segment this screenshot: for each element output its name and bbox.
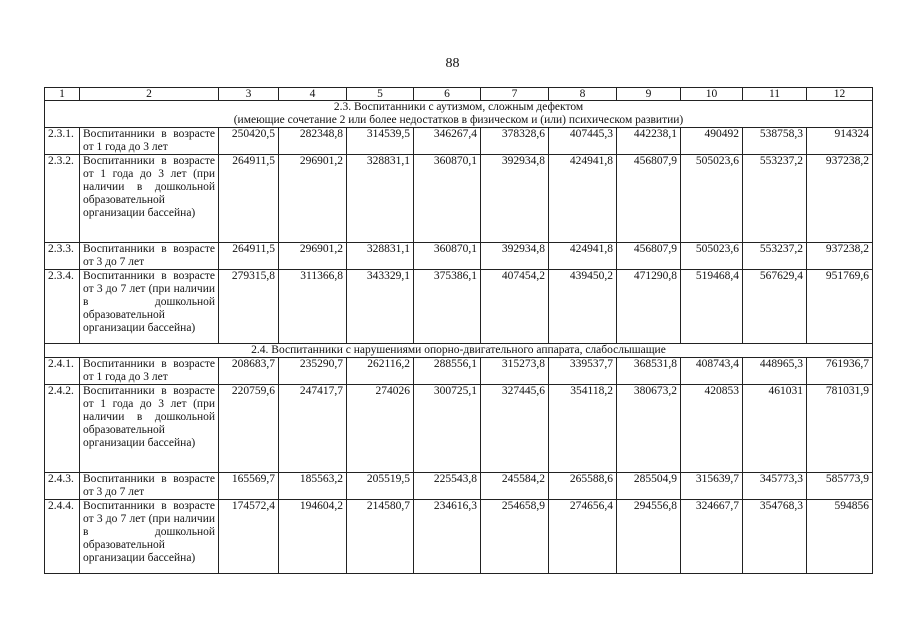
value-cell: 225543,8 xyxy=(414,473,481,500)
table-row xyxy=(45,128,873,155)
value-cell: 354118,2 xyxy=(549,385,617,473)
value-cell: 951769,6 xyxy=(807,270,873,344)
section-title-line: 2.4. Воспитанники с нарушениями опорно-двигательного аппарата, слабослышащие xyxy=(251,344,666,356)
value-cell: 254658,9 xyxy=(481,500,549,574)
value-cell: 937238,2 xyxy=(807,155,873,243)
value-cell: 174572,4 xyxy=(219,500,279,574)
value-cell: 214580,7 xyxy=(347,500,414,574)
value-cell: 439450,2 xyxy=(549,270,617,344)
value-cell: 234616,3 xyxy=(414,500,481,574)
value-cell: 490492 xyxy=(681,128,743,155)
value-cell: 346267,4 xyxy=(414,128,481,155)
column-number-row xyxy=(45,88,873,101)
value-cell: 448965,3 xyxy=(743,358,807,385)
value-cell: 408743,4 xyxy=(681,358,743,385)
row-code: 2.3.4. xyxy=(45,270,80,344)
value-cell: 380673,2 xyxy=(617,385,681,473)
table-row xyxy=(45,500,873,574)
value-cell: 937238,2 xyxy=(807,243,873,270)
row-name: Воспитанники в возрасте от 1 года до 3 лет (при наличии в дошкольной образовательной организации бассейна) xyxy=(80,155,219,243)
value-cell: 288556,1 xyxy=(414,358,481,385)
value-cell: 165569,7 xyxy=(219,473,279,500)
value-cell: 208683,7 xyxy=(219,358,279,385)
value-cell: 220759,6 xyxy=(219,385,279,473)
column-number-header: 2 xyxy=(80,88,219,101)
column-number-header: 12 xyxy=(807,88,873,101)
value-cell: 343329,1 xyxy=(347,270,414,344)
value-cell: 205519,5 xyxy=(347,473,414,500)
table-row xyxy=(45,243,873,270)
column-number-header: 11 xyxy=(743,88,807,101)
column-number-header: 10 xyxy=(681,88,743,101)
row-name: Воспитанники в возрасте от 1 года до 3 лет (при наличии в дошкольной образовательной организации бассейна) xyxy=(80,385,219,473)
table-row xyxy=(45,358,873,385)
value-cell: 315273,8 xyxy=(481,358,549,385)
value-cell: 461031 xyxy=(743,385,807,473)
column-number-header: 7 xyxy=(481,88,549,101)
page-number: 88 xyxy=(445,56,460,71)
value-cell: 194604,2 xyxy=(279,500,347,574)
value-cell: 407454,2 xyxy=(481,270,549,344)
column-number-header: 3 xyxy=(219,88,279,101)
value-cell: 264911,5 xyxy=(219,155,279,243)
section-header-row xyxy=(45,101,873,128)
value-cell: 505023,6 xyxy=(681,155,743,243)
value-cell: 420853 xyxy=(681,385,743,473)
section-title xyxy=(45,344,873,358)
section-title-line: 2.3. Воспитанники с аутизмом, сложным дефектом xyxy=(333,101,584,113)
value-cell: 442238,1 xyxy=(617,128,681,155)
value-cell: 360870,1 xyxy=(414,243,481,270)
row-name: Воспитанники в возрасте от 3 до 7 лет xyxy=(80,243,219,270)
row-code: 2.4.3. xyxy=(45,473,80,500)
table-row xyxy=(45,385,873,473)
value-cell: 914324 xyxy=(807,128,873,155)
value-cell: 354768,3 xyxy=(743,500,807,574)
value-cell: 505023,6 xyxy=(681,243,743,270)
value-cell: 392934,8 xyxy=(481,243,549,270)
value-cell: 324667,7 xyxy=(681,500,743,574)
row-name: Воспитанники в возрасте от 3 до 7 лет xyxy=(80,473,219,500)
row-name: Воспитанники в возрасте от 3 до 7 лет (при наличии в дошкольной образовательной организации бассейна) xyxy=(80,500,219,574)
value-cell: 327445,6 xyxy=(481,385,549,473)
column-number-header: 8 xyxy=(549,88,617,101)
value-cell: 265588,6 xyxy=(549,473,617,500)
value-cell: 392934,8 xyxy=(481,155,549,243)
value-cell: 185563,2 xyxy=(279,473,347,500)
value-cell: 235290,7 xyxy=(279,358,347,385)
section-title xyxy=(45,101,873,128)
value-cell: 594856 xyxy=(807,500,873,574)
section-header-row xyxy=(45,344,873,358)
value-cell: 247417,7 xyxy=(279,385,347,473)
table-header xyxy=(45,88,873,101)
value-cell: 285504,9 xyxy=(617,473,681,500)
value-cell: 378328,6 xyxy=(481,128,549,155)
row-name: Воспитанники в возрасте от 1 года до 3 лет xyxy=(80,128,219,155)
value-cell: 456807,9 xyxy=(617,155,681,243)
value-cell: 471290,8 xyxy=(617,270,681,344)
value-cell: 311366,8 xyxy=(279,270,347,344)
value-cell: 345773,3 xyxy=(743,473,807,500)
table-body xyxy=(45,101,873,574)
value-cell: 519468,4 xyxy=(681,270,743,344)
value-cell: 315639,7 xyxy=(681,473,743,500)
value-cell: 567629,4 xyxy=(743,270,807,344)
row-code: 2.4.4. xyxy=(45,500,80,574)
tariff-table xyxy=(44,87,873,574)
value-cell: 328831,1 xyxy=(347,155,414,243)
value-cell: 360870,1 xyxy=(414,155,481,243)
value-cell: 296901,2 xyxy=(279,243,347,270)
value-cell: 294556,8 xyxy=(617,500,681,574)
value-cell: 274656,4 xyxy=(549,500,617,574)
column-number-header: 4 xyxy=(279,88,347,101)
column-number-header: 9 xyxy=(617,88,681,101)
row-name: Воспитанники в возрасте от 3 до 7 лет (при наличии в дошкольной образовательной организации бассейна) xyxy=(80,270,219,344)
value-cell: 553237,2 xyxy=(743,155,807,243)
value-cell: 538758,3 xyxy=(743,128,807,155)
value-cell: 781031,9 xyxy=(807,385,873,473)
value-cell: 264911,5 xyxy=(219,243,279,270)
value-cell: 339537,7 xyxy=(549,358,617,385)
value-cell: 245584,2 xyxy=(481,473,549,500)
column-number-header: 5 xyxy=(347,88,414,101)
value-cell: 328831,1 xyxy=(347,243,414,270)
row-code: 2.4.2. xyxy=(45,385,80,473)
section-subtitle-line: (имеющие сочетание 2 или более недостатков в физическом и (или) психическом развитии) xyxy=(233,114,684,126)
value-cell: 424941,8 xyxy=(549,243,617,270)
row-code: 2.3.1. xyxy=(45,128,80,155)
row-code: 2.3.3. xyxy=(45,243,80,270)
row-code: 2.3.2. xyxy=(45,155,80,243)
value-cell: 296901,2 xyxy=(279,155,347,243)
value-cell: 300725,1 xyxy=(414,385,481,473)
value-cell: 279315,8 xyxy=(219,270,279,344)
row-name: Воспитанники в возрасте от 1 года до 3 лет xyxy=(80,358,219,385)
value-cell: 424941,8 xyxy=(549,155,617,243)
row-code: 2.4.1. xyxy=(45,358,80,385)
value-cell: 274026 xyxy=(347,385,414,473)
value-cell: 585773,9 xyxy=(807,473,873,500)
value-cell: 314539,5 xyxy=(347,128,414,155)
column-number-header: 6 xyxy=(414,88,481,101)
value-cell: 407445,3 xyxy=(549,128,617,155)
value-cell: 368531,8 xyxy=(617,358,681,385)
value-cell: 250420,5 xyxy=(219,128,279,155)
value-cell: 456807,9 xyxy=(617,243,681,270)
value-cell: 262116,2 xyxy=(347,358,414,385)
value-cell: 282348,8 xyxy=(279,128,347,155)
table-row xyxy=(45,270,873,344)
column-number-header: 1 xyxy=(45,88,80,101)
value-cell: 375386,1 xyxy=(414,270,481,344)
value-cell: 761936,7 xyxy=(807,358,873,385)
table-row xyxy=(45,155,873,243)
table-row xyxy=(45,473,873,500)
value-cell: 553237,2 xyxy=(743,243,807,270)
